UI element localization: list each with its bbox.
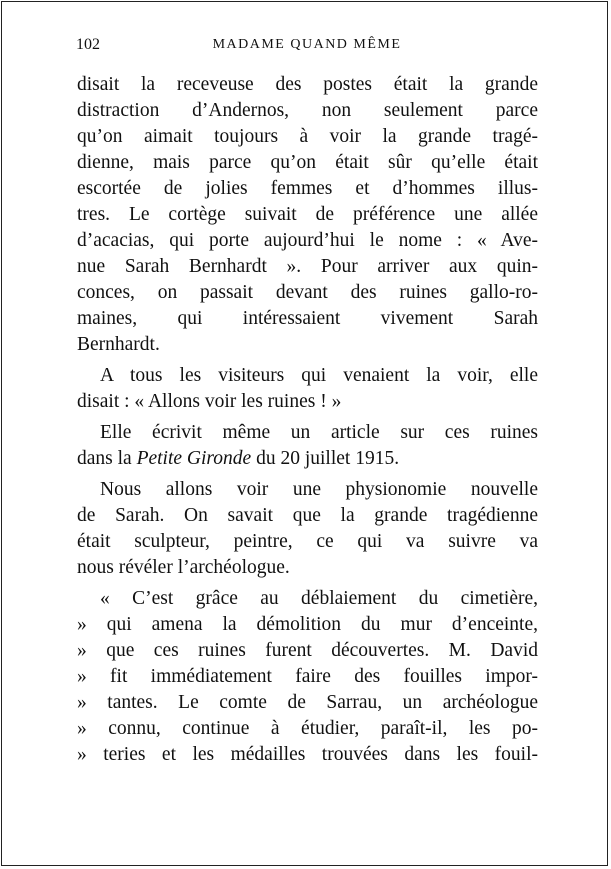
text-line: d’acacias, qui porte aujourd’hui le nome : « Ave- xyxy=(77,230,538,251)
text-line: » connu, continue à étudier, paraît-il, les po- xyxy=(77,718,538,739)
text-line: » tantes. Le comte de Sarrau, un archéologue xyxy=(77,692,538,713)
text-line: disait : « Allons voir les ruines ! » xyxy=(77,391,342,412)
running-title: MADAME QUAND MÊME xyxy=(212,37,402,52)
text-line: dienne, mais parce qu’on était sûr qu’elle était xyxy=(77,152,538,173)
text-line: « C’est grâce au déblaiement du cimetière, xyxy=(100,588,538,609)
text-line: » teries et les médailles trouvées dans les fouil- xyxy=(77,744,538,765)
text-line: » que ces ruines furent découvertes. M. David xyxy=(77,640,538,661)
text-line: Bernhardt. xyxy=(77,334,160,355)
text-line: tres. Le cortège suivait de préférence une allée xyxy=(77,204,538,225)
text-line: distraction d’Andernos, non seulement parce xyxy=(77,100,538,121)
text-line: » qui amena la démolition du mur d’enceinte, xyxy=(77,614,538,635)
text-line: Elle écrivit même un article sur ces ruines xyxy=(100,422,538,443)
text-line: disait la receveuse des postes était la grande xyxy=(77,74,538,95)
newspaper-title: Petite Gironde xyxy=(136,448,252,469)
text-line: de Sarah. On savait que la grande tragédienne xyxy=(77,505,538,526)
text-line: conces, on passait devant des ruines gallo-ro- xyxy=(77,282,538,303)
text-line: nue Sarah Bernhardt ». Pour arriver aux quin- xyxy=(77,256,538,277)
text-line: maines, qui intéressaient vivement Sarah xyxy=(77,308,538,329)
text-line: escortée de jolies femmes et d’hommes illus- xyxy=(77,178,538,199)
text-fragment: dans la xyxy=(77,448,137,469)
page-number: 102 xyxy=(76,36,100,53)
text-fragment: du 20 juillet 1915. xyxy=(251,448,400,469)
text-line xyxy=(77,446,538,472)
text-line: » fit immédiatement faire des fouilles impor- xyxy=(77,666,538,687)
text-line: Nous allons voir une physionomie nouvelle xyxy=(100,479,538,500)
text-line: nous révéler l’archéologue. xyxy=(77,557,290,578)
body-text xyxy=(77,72,538,768)
text-line: était sculpteur, peintre, ce qui va suivre va xyxy=(77,531,538,552)
page-header xyxy=(76,36,538,58)
text-line: A tous les visiteurs qui venaient la voir, elle xyxy=(100,365,538,386)
text-line: qu’on aimait toujours à voir la grande tragé- xyxy=(77,126,538,147)
